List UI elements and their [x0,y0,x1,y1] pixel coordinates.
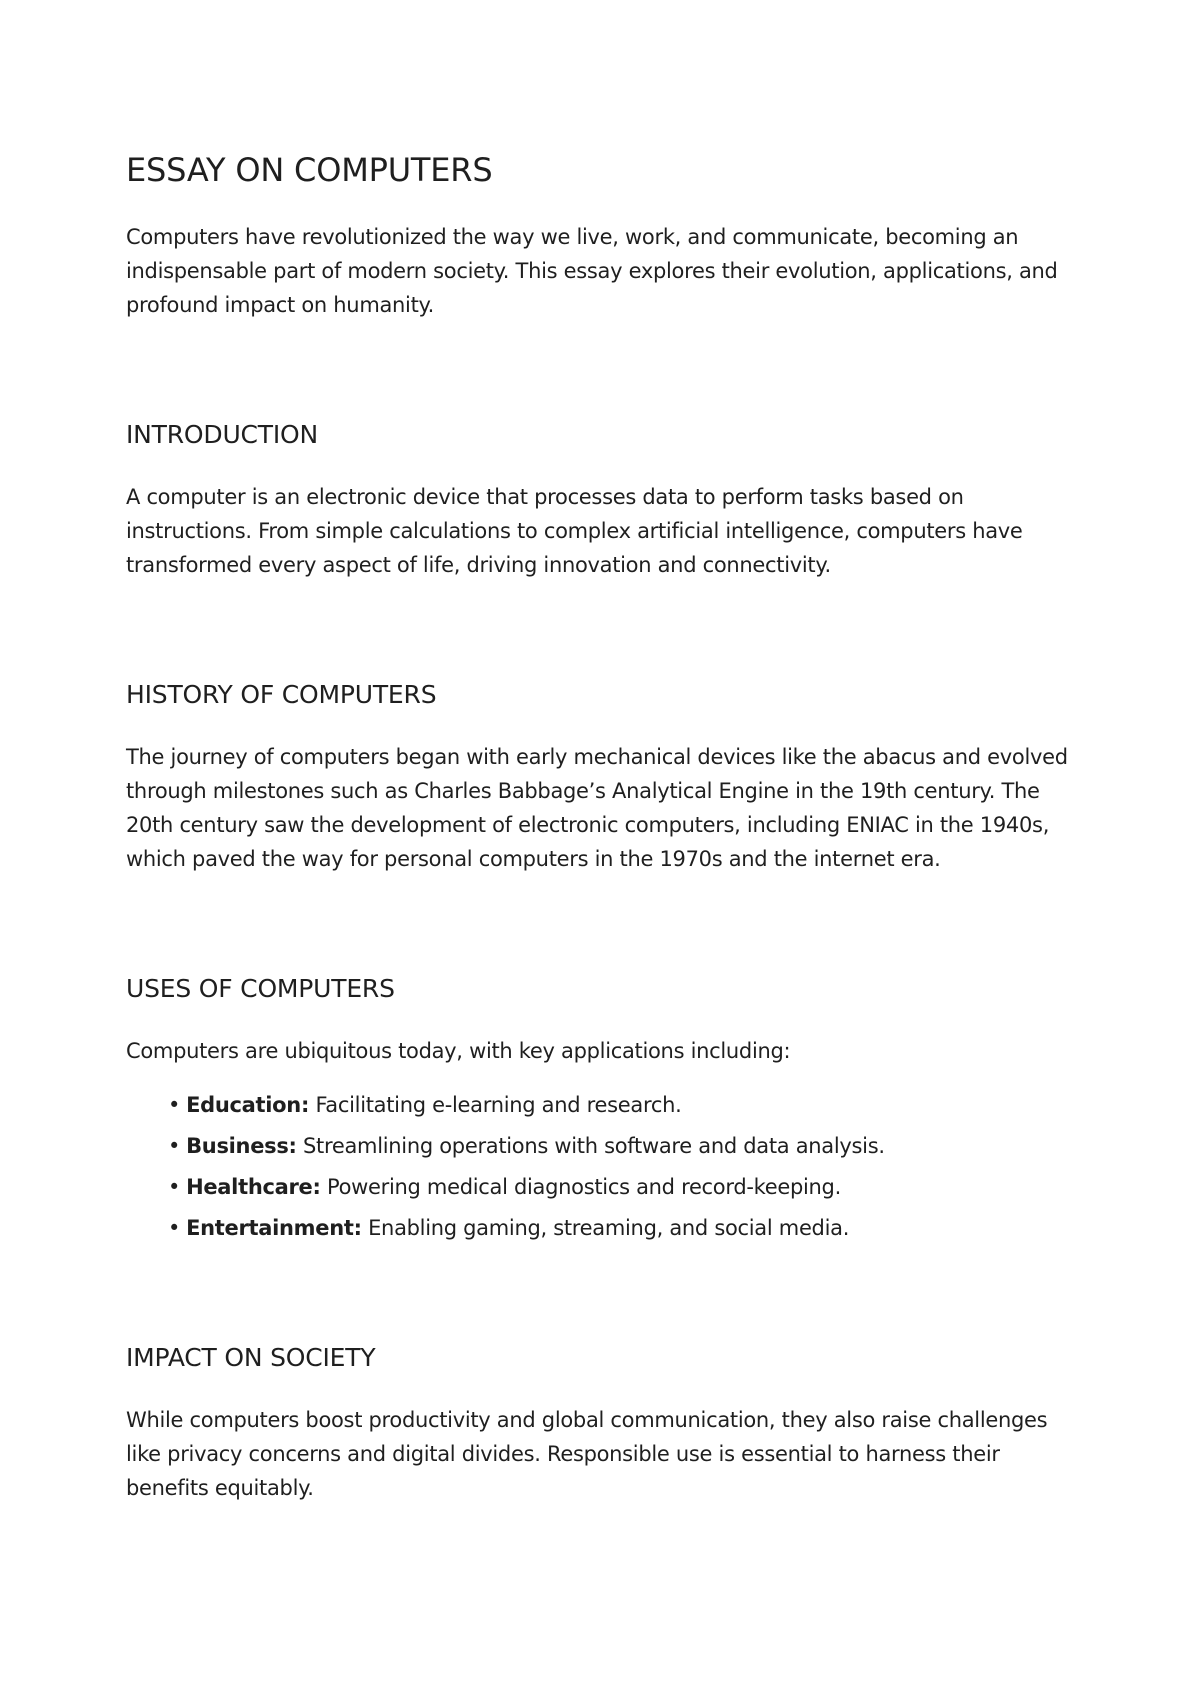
introduction-heading: INTRODUCTION [126,420,319,449]
impact-paragraph: While computers boost productivity and global communication, they also raise challenges like privacy concerns and digital divides. Responsible use is essential to harness their benefits equitably. [126,1408,1048,1500]
list-item-text: Powering medical diagnostics and record-keeping. [326,1175,841,1199]
history-paragraph: The journey of computers began with early mechanical devices like the abacus and evolved through milestones such as Charles Babbage’s Analytical Engine in the 19th century. The 20th century saw the development of electronic computers, including ENIAC in the 1940s, which paved the way for personal computers in the 1970s and the internet era. [126,745,1068,871]
bullet-icon: • [168,1175,181,1199]
uses-list [126,1088,1086,1245]
list-item [168,1211,1086,1245]
bullet-icon: • [168,1093,181,1117]
list-item-label: Education: [186,1093,310,1117]
introduction-paragraph: A computer is an electronic device that processes data to perform tasks based on instructions. From simple calculations to complex artificial intelligence, computers have transformed every aspect of life, driving innovation and connectivity. [126,485,1023,577]
uses-heading: USES OF COMPUTERS [126,974,395,1003]
list-item-label: Business: [186,1134,297,1158]
list-item-text: Streamlining operations with software and data analysis. [303,1134,885,1158]
history-heading: HISTORY OF COMPUTERS [126,680,437,709]
list-item-label: Entertainment: [186,1216,362,1240]
list-item [168,1129,1086,1163]
list-item-text: Enabling gaming, streaming, and social media. [368,1216,850,1240]
list-item [168,1088,1086,1122]
page-title: ESSAY ON COMPUTERS [126,151,493,189]
intro-paragraph: Computers have revolutionized the way we live, work, and communicate, becoming an indispensable part of modern society. This essay explores their evolution, applications, and profound impact on humanity. [126,225,1058,317]
section-impact [126,1339,1086,1505]
list-item [168,1170,1086,1204]
bullet-icon: • [168,1216,181,1240]
list-item-text: Facilitating e-learning and research. [315,1093,682,1117]
essay-page [126,145,1086,1505]
bullet-icon: • [168,1134,181,1158]
list-item-label: Healthcare: [186,1175,321,1199]
impact-heading: IMPACT ON SOCIETY [126,1343,376,1372]
section-history [126,676,1086,876]
section-uses [126,970,1086,1245]
section-introduction [126,416,1086,582]
uses-paragraph: Computers are ubiquitous today, with key applications including: [126,1039,791,1063]
